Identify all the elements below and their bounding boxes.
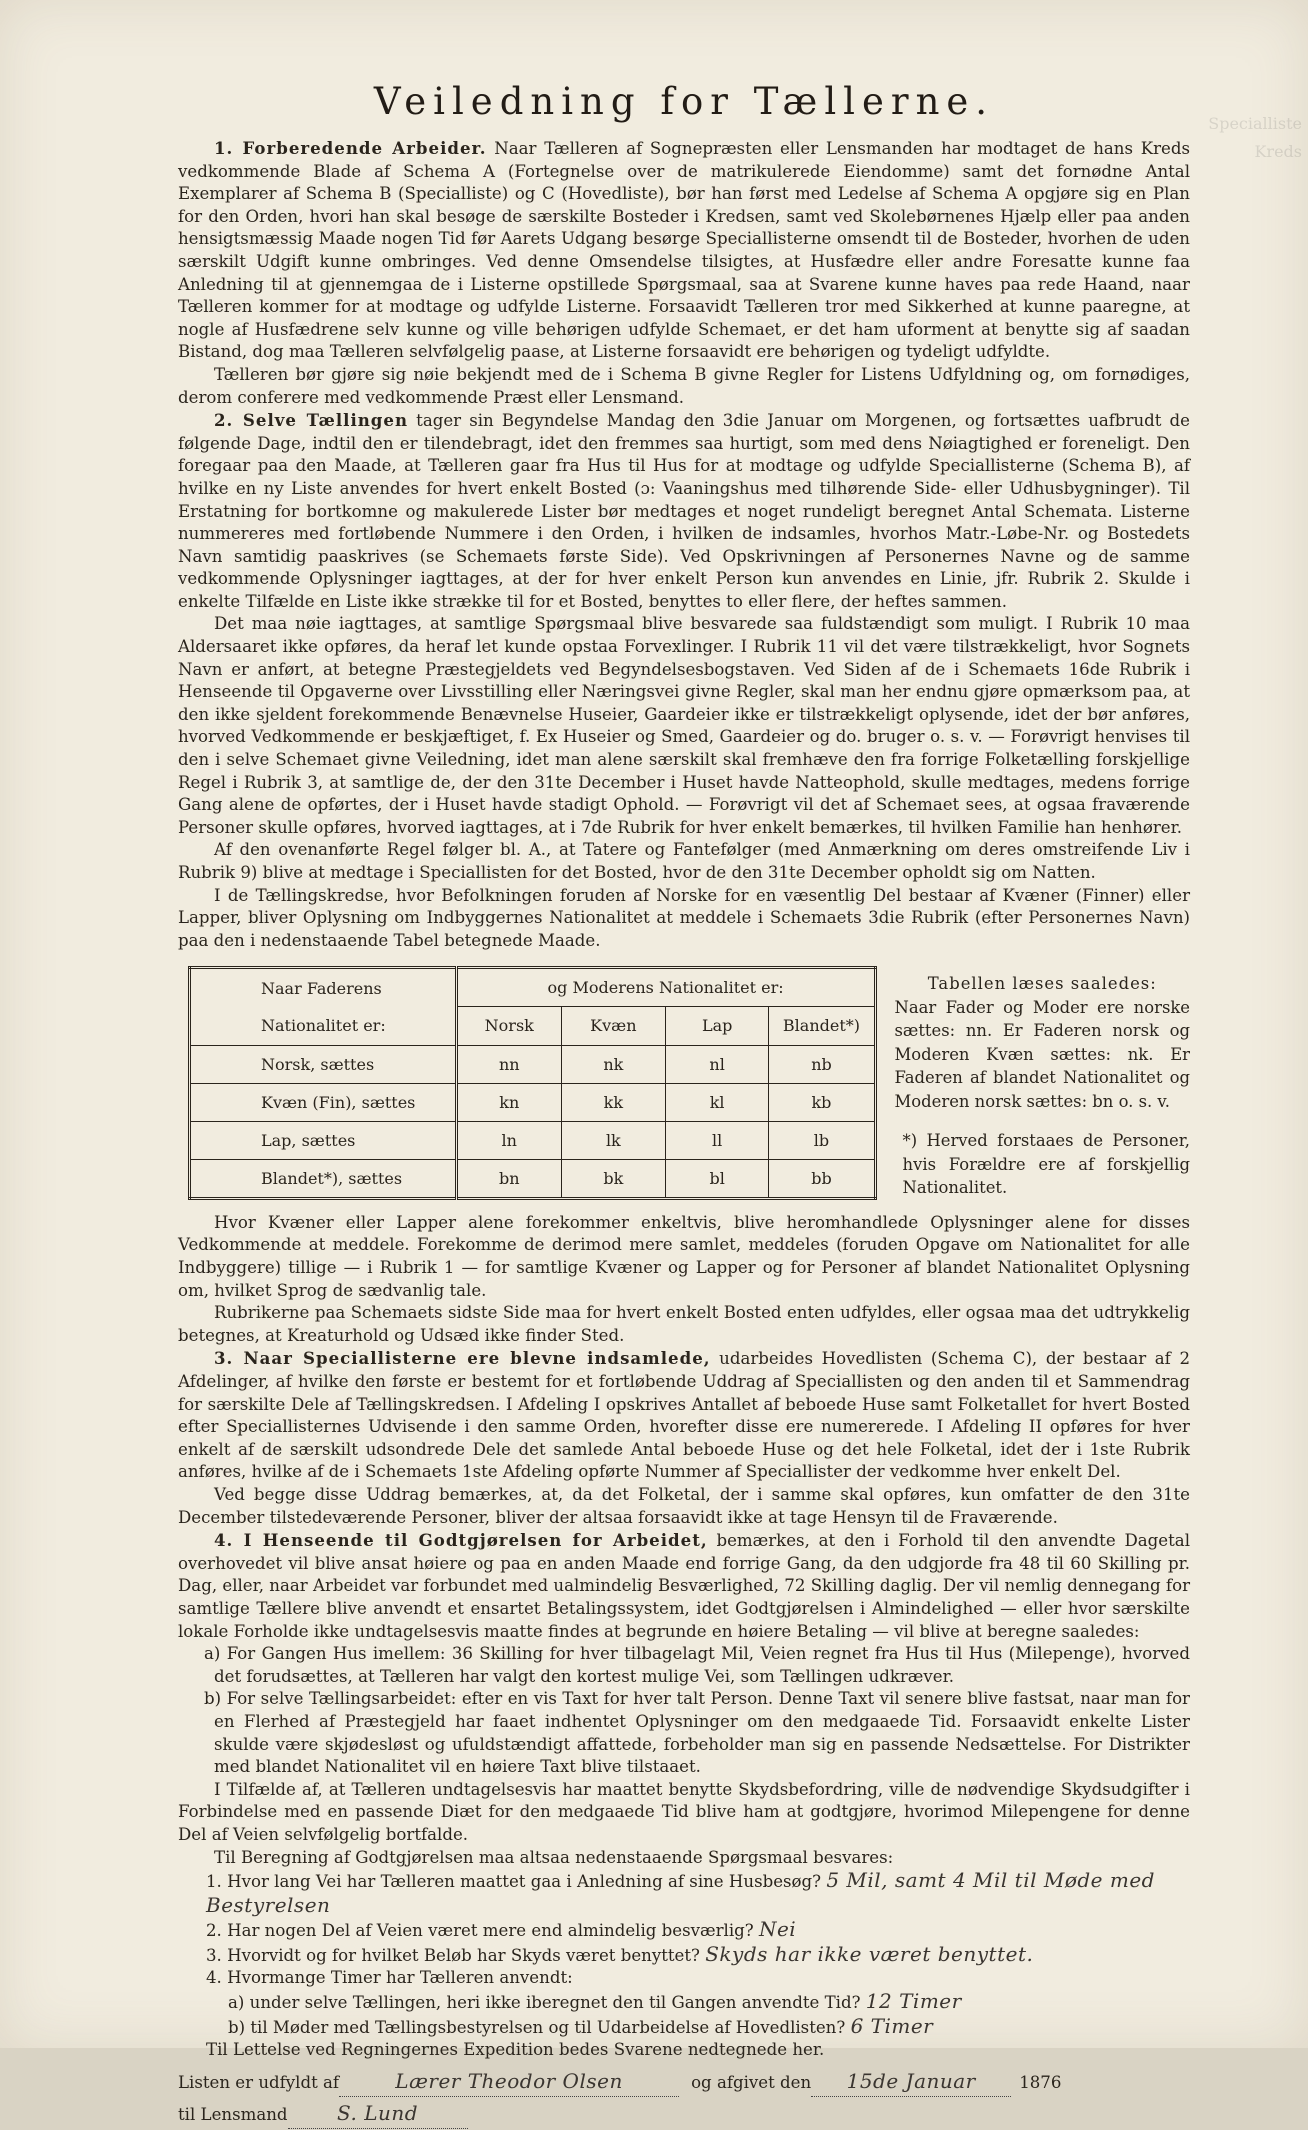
label-lensmand: til Lensmand (178, 2104, 288, 2124)
table-row-label: Lap, sættes (190, 1121, 457, 1159)
section-3-paragraph-1: 3. Naar Speciallisterne ere blevne indsamlede, udarbeides Hovedlisten (Schema C), der bestaar af 2 Afdelinger, af hvilke den første er bestemt for et fortløbende Uddrag af Speciallisten og den anden til et Sammendrag for særskilte Dele af Tællingskredsen. I Afdeling I opskrives Antallet af beboede Huse samt Folketallet for hvert Bosted efter Speciallisternes Udvisende i den samme Orden, hvorefter disse ere numererede. I Afdeling II opføres for hver enkelt af de særskilt udsondrede Dele det samlede Antal beboede Huse og det hele Folketal, idet der i 1ste Rubrik anføres, hvilke af de i Schemaets 1ste Afdeling opførte Nummer af Speciallister der vedkomme hver enkelt Del. (178, 1348, 1191, 1482)
question-item: b) til Møder med Tællingsbestyrelsen og til Udarbeidelse af Hovedlisten? 6 Timer (228, 2013, 934, 2038)
section-2b-paragraph-2: Rubrikerne paa Schemaets sidste Side maa for hvert enkelt Bosted enten udfyldes, eller ogsaa maa det udtrykkelig betegnes, at Kreaturhold og Udsæd ikke finder Sted. (178, 1303, 1190, 1345)
table-row (190, 1045, 876, 1083)
section-2-heading: 2. Selve Tællingen (214, 410, 409, 431)
section-2b-paragraph-1: Hvor Kvæner eller Lapper alene forekommer enkeltvis, blive heromhandlede Oplysninger alene for disses Vedkommende at meddele. Forekomme de derimod mere samlet, meddeles (foruden Opgave om Nationalitet for alle Indbyggere) tillige — i Rubrik 1 — for samtlige Kvæner og Lapper og for Personer af blandet Nationalitet Oplysning om, hvilket Sprog de sædvanlig tale. (178, 1212, 1190, 1300)
table-cell: nl (665, 1045, 769, 1083)
bleed-through-text: Specialliste Kreds (1208, 114, 1302, 161)
section-1-paragraph-2: Tælleren bør gjøre sig nøie bekjendt med de i Schema B givne Regler for Listens Udfyldning og, om fornødiges, derom conferere med vedkommende Præst eller Lensmand. (178, 364, 1190, 407)
table-row (190, 1159, 876, 1198)
table-footnote: *) Herved forstaaes de Personer, hvis Forældre ere af forskjellig Nationalitet. (902, 1131, 1190, 1198)
section-3-paragraph-2: Ved begge disse Uddrag bemærkes, at, da det Folketal, der i samme skal opføres, kun omfatter de den 31te December tilstedeværende Personer, bliver der altsaa forsaavidt ikke at tage Hensyn til de Fraværende. (178, 1485, 1190, 1527)
table-head-left-1: Naar Faderens (190, 968, 457, 1007)
handwritten-answer: Skyds har ikke været benyttet. (705, 1941, 1034, 1966)
nationality-table-block (188, 966, 1190, 1200)
section-1-heading: 1. Forberedende Arbeider. (214, 138, 487, 158)
lensmand-line (178, 2098, 1190, 2130)
table-cell: kl (665, 1083, 769, 1121)
questions-list (178, 1869, 1190, 2062)
table-cell: ln (456, 1121, 561, 1159)
table-cell: bl (665, 1159, 769, 1198)
nationality-table (188, 966, 877, 1200)
filled-by-line (178, 2066, 1190, 2098)
question-item: 3. Hvorvidt og for hvilket Beløb har Skyds været benyttet? Skyds har ikke været benyttet. (206, 1941, 1034, 1966)
signature-block (178, 2066, 1190, 2130)
section-4-item-a: a) For Gangen Hus imellem: 36 Skilling for hver tilbagelagt Mil, Veien regnet fra Hus til Hus (Milepenge), hvorved det forudsættes, at Tælleren har valgt den kortest mulige Vei, som Tællingen udkræver. (204, 1644, 1190, 1686)
filled-by-signature: Lærer Theodor Olsen (339, 2066, 679, 2097)
table-cell: lk (561, 1121, 665, 1159)
table-row-label: Kvæn (Fin), sættes (190, 1083, 457, 1121)
document-body (178, 80, 1190, 2130)
section-3-heading: 3. Naar Speciallisterne ere blevne indsamlede, (214, 1348, 711, 1369)
question-item: 4. Hvormange Timer har Tælleren anvendt: (206, 1968, 573, 1988)
table-cell: bk (561, 1159, 665, 1198)
section-1-paragraph-1: 1. Forberedende Arbeider. Naar Tælleren af Sognepræsten eller Lensmanden har modtaget de hans Kreds vedkommende Blade af Schema A (Fortegnelse over de matrikulerede Eiendomme) samt det fornødne Antal Exemplarer af Schema B (Specialliste) og C (Hovedliste), bør han først med Ledelse af Schema A opgjøre sig en Plan for den Orden, hvori han skal besøge de særskilte Bosteder i Kredsen, samt ved Skolebørnenes Hjælp eller paa anden hensigtsmæssig Maade nogen Tid før Aarets Udgang besørge Speciallisterne omsendt til de Bosteder, hvorhen de uden særskilt Udgift kunne ombringes. Ved denne Omsendelse tilsigtes, at Husfædre eller andre Foresatte kunne faa Anledning til at gjennemgaa de i Listerne opstillede Spørgsmaal, saa at Svarene kunne haves paa rede Haand, naar Tælleren kommer for at modtage og udfylde Listerne. Forsaavidt Tælleren tror med Sikkerhed at kunne paaregne, at nogle af Husfædrene selv kunne og ville behørigen udfylde Schemaet, er det ham uforment at benytte sig af saadan Bistand, dog maa Tælleren selvfølgelig paase, at Listerne forsaavidt ere behørigen og tydeligt udfyldte. (178, 138, 1190, 362)
handwritten-answer: 12 Timer (865, 1989, 962, 2014)
question-item: 1. Hvor lang Vei har Tælleren maattet gaa i Anledning af sine Husbesøg? 5 Mil, samt 4 Mil til Møde med Bestyrelsen (206, 1868, 1155, 1917)
date-handwritten: 15de Januar (811, 2066, 1011, 2097)
question-item: 2. Har nogen Del af Veien været mere end almindelig besværlig? Nei (206, 1917, 797, 1942)
section-4-paragraph-3: Til Beregning af Godtgjørelsen maa altsaa nedenstaaende Spørgsmaal besvares: (214, 1847, 894, 1867)
table-cell: nb (769, 1045, 875, 1083)
label-afgivet: og afgivet den (691, 2072, 812, 2092)
table-row-label: Blandet*), sættes (190, 1159, 457, 1198)
table-cell: kk (561, 1083, 665, 1121)
section-4-item-b: b) For selve Tællingsarbeidet: efter en vis Taxt for hver talt Person. Denne Taxt vil senere blive fastsat, naar man for en Flerhed af Præstegjeld har faaet indhentet Oplysninger om den medgaaede Tid. Forsaavidt enkelte Lister skulde være skjødesløst og ufuldstændigt affattede, forbeholder man sig en passende Nedsættelse. For Distrikter med blandet Nationalitet vil en høiere Taxt blive tilstaaet. (204, 1689, 1190, 1777)
closing-note: Til Lettelse ved Regningernes Expedition bedes Svarene nedtegnede her. (206, 2040, 825, 2060)
table-col-header: Blandet*) (769, 1007, 875, 1045)
table-cell: bb (769, 1159, 875, 1198)
table-head-group: og Moderens Nationalitet er: (456, 968, 875, 1007)
section-4-heading: 4. I Henseende til Godtgjørelsen for Arbeidet, (214, 1530, 708, 1551)
table-row (190, 1083, 876, 1121)
section-2-paragraph-4: I de Tællingskredse, hvor Befolkningen foruden af Norske for en væsentlig Del bestaar af Kvæner (Finner) eller Lapper, bliver Oplysning om Indbyggernes Nationalitet at meddele i Schemaets 3die Rubrik (efter Personernes Navn) paa den i nedenstaaende Tabel betegnede Maade. (178, 885, 1190, 950)
section-2-paragraph-3: Af den ovenanførte Regel følger bl. A., at Tatere og Fantefølger (med Anmærkning om deres omstreifende Liv i Rubrik 9) blive at medtage i Speciallisten for det Bosted, hvor de den 31te December opholdt sig om Natten. (178, 840, 1190, 882)
question-item: a) under selve Tællingen, heri ikke iberegnet den til Gangen anvendte Tid? 12 Timer (228, 1989, 962, 2014)
table-col-header: Lap (665, 1007, 769, 1045)
table-col-header: Norsk (456, 1007, 561, 1045)
table-head-left-2: Nationalitet er: (190, 1007, 457, 1045)
table-cell: bn (456, 1159, 561, 1198)
page-title: Veiledning for Tællerne. (373, 80, 995, 123)
section-4-paragraph-1: 4. I Henseende til Godtgjørelsen for Arbeidet, bemærkes, at den i Forhold til den anvendte Dagetal overhovedet vil blive ansat høiere og paa en anden Maade end forrige Gang, da den udgjorde fra 48 til 60 Skilling pr. Dag, eller, naar Arbeidet var forbundet med ualmindelig Besværlighed, 72 Skilling daglig. Der vil nemlig dennegang for samtlige Tællere blive anvendt et ensartet Betalingssystem, idet Godtgjørelsen i Almindelighed — eller hvor særskilte lokale Forholde ikke undtagelsesvis maatte findes at begrunde en høiere Betaling — vil blive at beregne saaledes: (178, 1530, 1190, 1641)
table-row (190, 1121, 876, 1159)
section-2-paragraph-1: 2. Selve Tællingen tager sin Begyndelse Mandag den 3die Januar om Morgenen, og fortsættes uafbrudt de følgende Dage, indtil den er tilendebragt, idet den fremmes saa hurtigt, som med dens Nøiagtighed er foreneligt. Den foregaar paa den Maade, at Tælleren gaar fra Hus til Hus for at modtage og udfylde Speciallisterne (Schema B), af hvilke en ny Liste anvendes for hvert enkelt Bosted (ɔ: Vaaningshus med tilhørende Side- eller Udhusbygninger). Til Erstatning for bortkomne og makulerede Lister bør medtages et noget rundeligt beregnet Antal Schemata. Listerne nummereres med fortløbende Nummere i den Orden, i hvilken de indsamles, hvorhos Matr.-Løbe-Nr. og Bostedets Navn samtidig paaskrives (se Schemaets første Side). Ved Opskrivningen af Personernes Navne og de samme vedkommende Oplysninger iagttages, at der for hver enkelt Person kun anvendes en Linie, jfr. Rubrik 2. Skulde i enkelte Tilfælde en Liste ikke strække til for et Bosted, benyttes to eller flere, der heftes sammen. (178, 410, 1191, 611)
handwritten-answer: 5 Mil, samt 4 Mil til Møde med Bestyrelsen (206, 1868, 1155, 1917)
table-col-header: Kvæn (561, 1007, 665, 1045)
table-reading-note (895, 966, 1190, 1200)
table-row-label: Norsk, sættes (190, 1045, 457, 1083)
section-4-paragraph-2: I Tilfælde af, at Tælleren undtagelsesvis har maattet benytte Skydsbefordring, ville de nødvendige Skydsudgifter i Forbindelse med en passende Diæt for den medgaaede Tid blive ham at godtgjøre, hvorimod Milepengene for denne Del af Veien selvfølgelig bortfalde. (178, 1779, 1190, 1844)
lensmand-signature: S. Lund (288, 2098, 468, 2129)
table-cell: ll (665, 1121, 769, 1159)
year: 1876 (1019, 2072, 1062, 2092)
table-cell: lb (769, 1121, 875, 1159)
table-cell: nk (561, 1045, 665, 1083)
table-cell: kb (769, 1083, 875, 1121)
section-2-paragraph-2: Det maa nøie iagttages, at samtlige Spørgsmaal blive besvarede saa fuldstændigt som muligt. I Rubrik 10 maa Aldersaaret ikke opføres, da heraf let kunde opstaa Forvexlinger. I Rubrik 11 vil det være tilstrækkeligt, hvor Sognets Navn er anført, at betegne Præstegjeldets ved Begyndelsesbogstaven. Ved Siden af de i Schemaets 16de Rubrik i Henseende til Opgaverne over Livsstilling eller Næringsvei givne Regler, skal man her endnu gjøre opmærksom paa, at den ikke sjeldent forekommende Benævnelse Huseier, Gaardeier ikke er tilstrækkeligt oplysende, idet der bør anføres, hvorved Vedkommende er beskjæftiget, f. Ex Huseier og Smed, Gaardeier og do. bruger o. s. v. — Forøvrigt henvises til den i selve Schemaet givne Veiledning, idet man alene særskilt skal fremhæve den fra forrige Folketælling forskjellige Regel i Rubrik 3, at samtlige de, der den 31te December i Huset havde Natteophold, skulle medtages, medens forrige Gang alene de opførtes, der i Huset havde stadigt Ophold. — Forøvrigt vil det af Schemaet sees, at ogsaa fraværende Personer skulle opføres, hvorved iagttages, at i 7de Rubrik for hver enkelt bemærkes, til hvilken Familie han henhører. (178, 614, 1190, 837)
table-cell: nn (456, 1045, 561, 1083)
table-note-heading: Tabellen læses saaledes: (927, 974, 1157, 994)
table-cell: kn (456, 1083, 561, 1121)
handwritten-answer: 6 Timer (850, 2013, 934, 2038)
handwritten-answer: Nei (758, 1917, 797, 1942)
table-note-body: Naar Fader og Moder ere norske sættes: nn. Er Faderen norsk og Moderen Kvæn sættes: nk. Er Faderen af blandet Nationalitet og Moderen norsk sættes: bn o. s. v. (894, 997, 1190, 1111)
label-listen: Listen er udfyldt af (178, 2072, 340, 2092)
